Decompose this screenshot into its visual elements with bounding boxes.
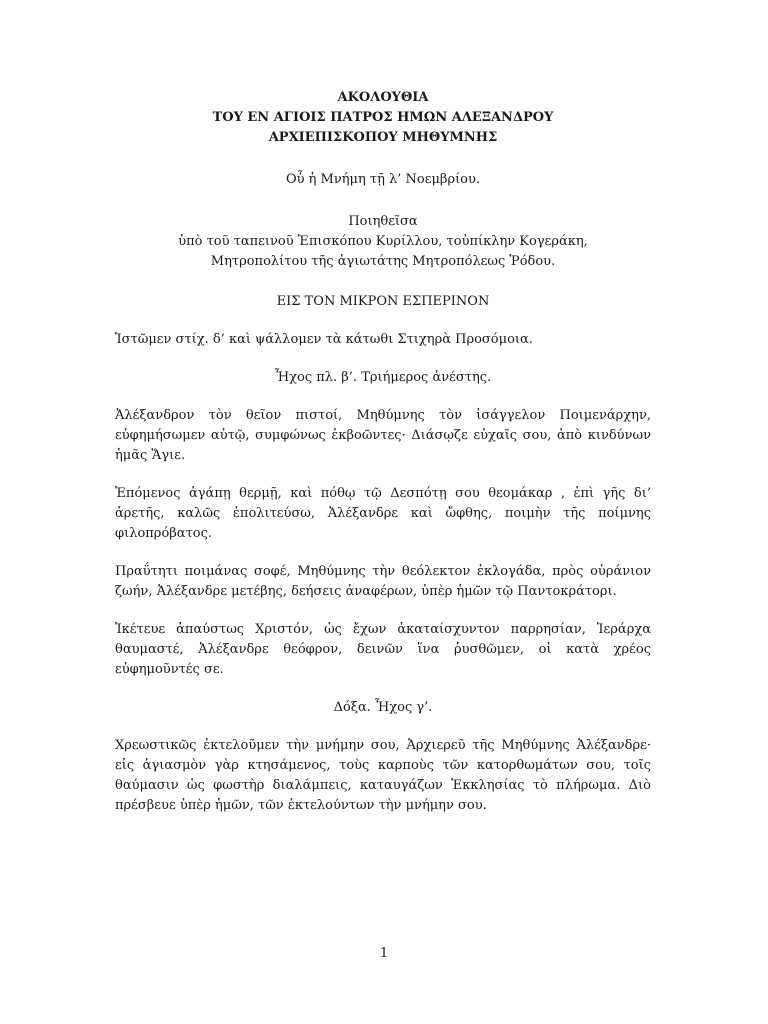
composer-line-3: Μητροπολίτου τῆς ἁγιωτάτης Μητροπόλεως Ῥόδου.: [210, 254, 556, 269]
title-line-3: ΑΡΧΙΕΠΙΣΚΟΠΟΥ ΜΗΘΥΜΝΗΣ: [268, 130, 498, 145]
rubric-text: Ἱστῶμεν στίχ. δ’ καὶ ψάλλομεν τὰ κάτωθι Στιχηρὰ Προσόμοια.: [115, 332, 533, 347]
hymn-paragraph: Ἀλέξανδρον τὸν θεῖον πιστοί, Μηθύμνης τὸν ἰσάγγελον Ποιμενάρχην, εὐφημήσωμεν αὐτῷ, συμφώνως ἐκβοῶντες· Διάσῳζε εὐχαῖς σου, ἀπὸ κινδύνων ἡμᾶς Ἅγιε.: [115, 408, 651, 463]
hymn-paragraph: Πραΰτητι ποιμάνας σοφέ, Μηθύμνης τὴν θεόλεκτον ἐκλογάδα, πρὸς οὐράνιον ζωήν, Ἀλέξανδρε μετέβης, δεήσεις ἀναφέρων, ὑπὲρ ἡμῶν τῷ Παντοκράτορι.: [115, 564, 651, 599]
composer-line-2: ὑπὸ τοῦ ταπεινοῦ Ἐπισκόπου Κυρίλλου, τοὐπίκλην Κογεράκη,: [178, 234, 588, 249]
title-line-1: ΑΚΟΛΟΥΘΙΑ: [337, 90, 429, 105]
hymn-paragraph: Ἑπόμενος ἀγάπῃ θερμῇ, καὶ πόθῳ τῷ Δεσπότῃ σου θεομάκαρ , ἐπὶ γῆς δι’ ἀρετῆς, καλῶς ἐπολιτεύσω, Ἀλέξανδρε καὶ ὤφθης, ποιμὴν τῆς ποίμνης φιλοπρόβατος.: [115, 486, 651, 541]
title-line-2: ΤΟΥ ΕΝ ΑΓΙΟΙΣ ΠΑΤΡΟΣ ΗΜΩΝ ΑΛΕΞΑΝΔΡΟΥ: [212, 110, 554, 125]
hymn-paragraph: Ἱκέτευε ἀπαύστως Χριστόν, ὡς ἔχων ἀκαταίσχυντον παρρησίαν, Ἱεράρχα θαυμαστέ, Ἀλέξανδρε θεόφρον, δεινῶν ἵνα ῥυσθῶμεν, οἱ κατὰ χρέος εὐφημοῦντές σε.: [115, 622, 651, 677]
document-title: [115, 88, 651, 148]
page-content: [115, 88, 651, 816]
doxa-hymn-paragraph: Χρεωστικῶς ἐκτελοῦμεν τὴν μνήμην σου, Ἀρχιερεῦ τῆς Μηθύμνης Ἀλέξανδρε· εἰς ἁγιασμὸν γὰρ κτησάμενος, τοὺς καρποὺς τῶν κατορθωμάτων σου, τοῖς θαύμασιν ὡς φωστὴρ διαλάμπεις, καταυγάζων Ἐκκλησίας τὸ πλήρωμα. Διὸ πρέσβευε ὑπὲρ ἡμῶν, τῶν ἐκτελούντων τὴν μνήμην σου.: [115, 738, 651, 813]
composer-line-1: Ποιηθεῖσα: [348, 214, 418, 229]
doxa-heading: Δόξα. Ἦχος γ’.: [333, 700, 433, 715]
page-number: 1: [379, 946, 389, 961]
tone-heading: Ἦχος πλ. β’. Τριήμερος ἀνέστης.: [274, 370, 492, 385]
composer-block: [115, 212, 651, 272]
section-heading: ΕΙΣ ΤΟΝ ΜΙΚΡΟΝ ΕΣΠΕΡΙΝΟΝ: [276, 294, 490, 309]
commemoration-line: Οὗ ἡ Μνήμη τῇ λ’ Νοεμβρίου.: [285, 172, 481, 187]
